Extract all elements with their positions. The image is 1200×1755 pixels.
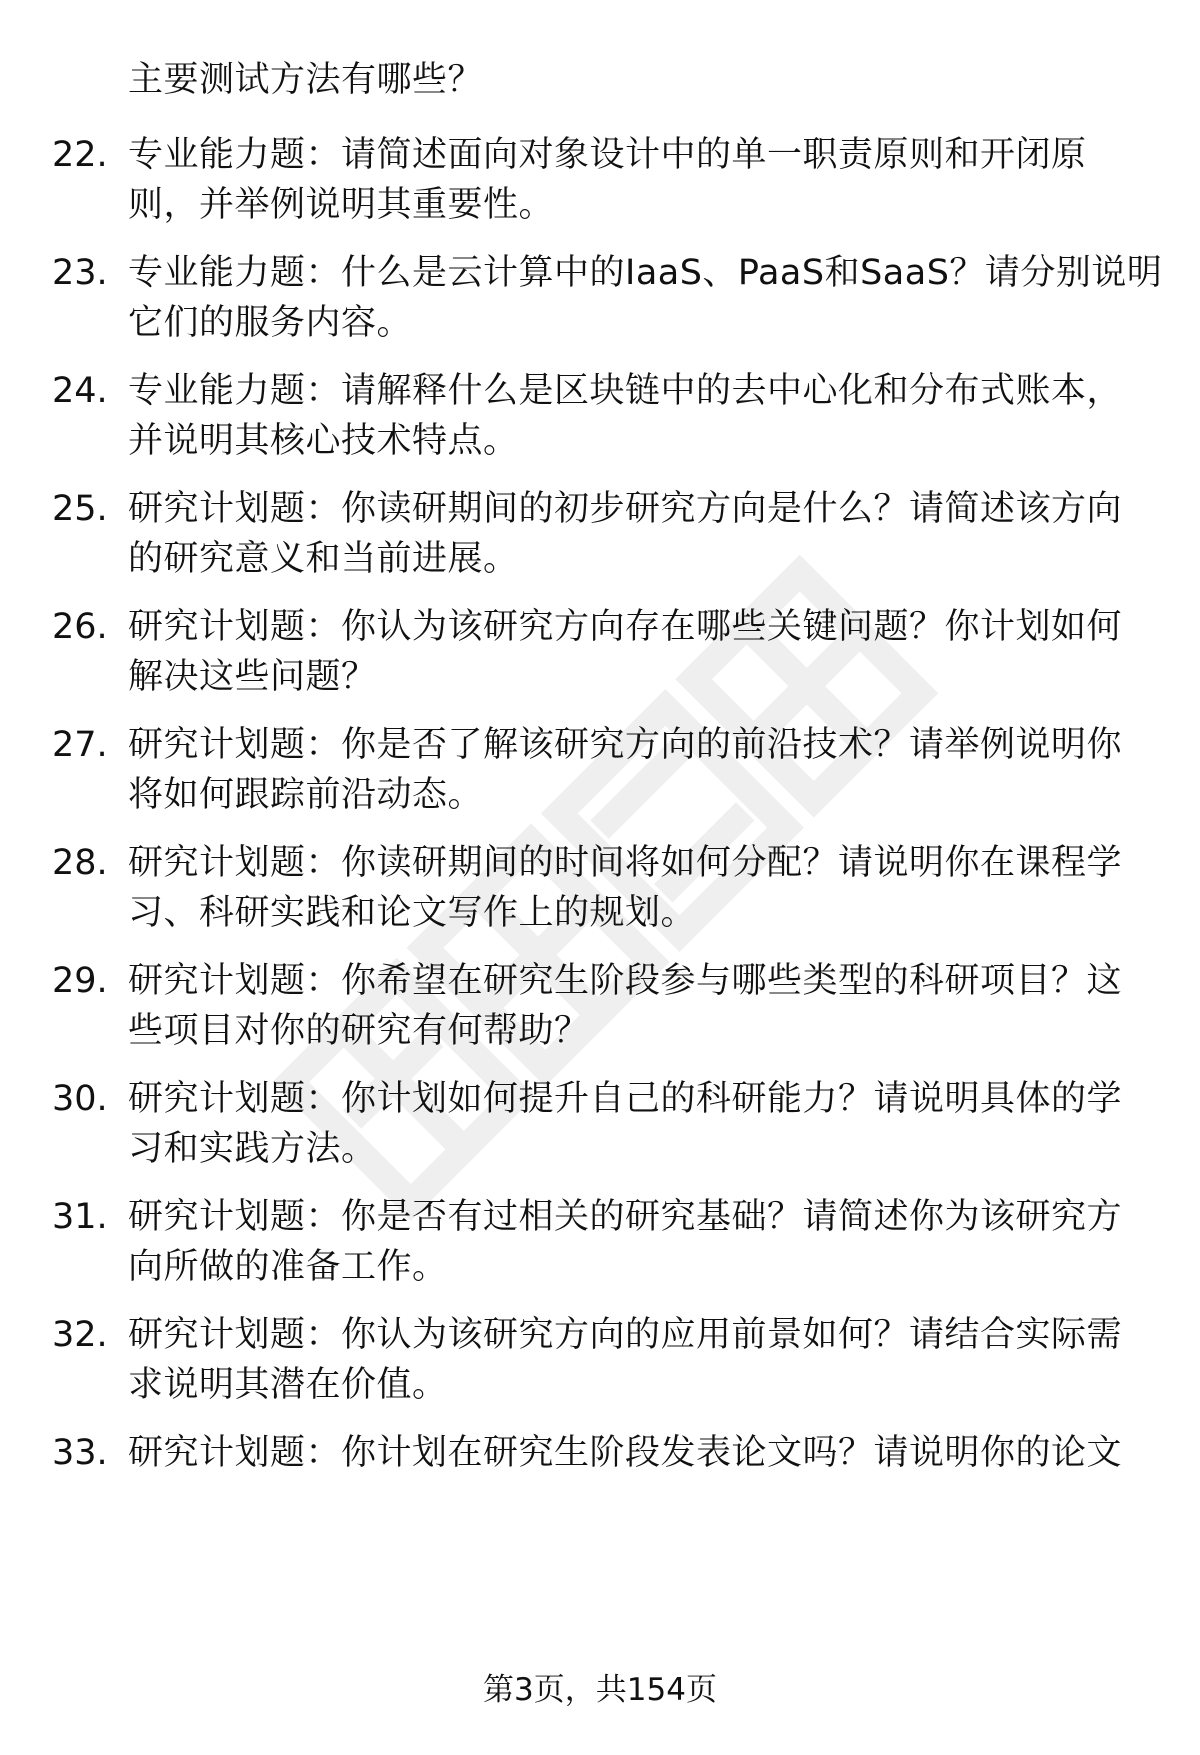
question-text-line: 研究计划题：你读研期间的时间将如何分配？请说明你在课程学 <box>128 843 1123 883</box>
question-text-line: 的研究意义和当前进展。 <box>128 539 519 579</box>
question-text-line: 研究计划题：你认为该研究方向的应用前景如何？请结合实际需 <box>128 1315 1123 1355</box>
question-text-line: 研究计划题：你是否了解该研究方向的前沿技术？请举例说明你 <box>128 725 1123 765</box>
question-item <box>0 484 1200 584</box>
question-number: 28. <box>52 843 108 883</box>
question-text-line: 习、科研实践和论文写作上的规划。 <box>128 893 697 933</box>
question-text-line: 研究计划题：你计划如何提升自己的科研能力？请说明具体的学 <box>128 1079 1123 1119</box>
question-item <box>0 248 1200 348</box>
question-item <box>0 1074 1200 1174</box>
question-number: 26. <box>52 607 108 647</box>
question-text-line: 专业能力题：请简述面向对象设计中的单一职责原则和开闭原 <box>128 135 1087 175</box>
page-number-footer: 第3页，共154页 <box>483 1672 717 1708</box>
question-text-line: 专业能力题：请解释什么是区块链中的去中心化和分布式账本， <box>128 371 1123 411</box>
question-number: 25. <box>52 489 108 529</box>
question-number: 32. <box>52 1315 108 1355</box>
question-text-line: 求说明其潜在价值。 <box>128 1365 448 1405</box>
question-text-line: 些项目对你的研究有何帮助？ <box>128 1011 590 1051</box>
question-item <box>0 366 1200 466</box>
question-text-line: 研究计划题：你认为该研究方向存在哪些关键问题？你计划如何 <box>128 607 1123 647</box>
question-number: 23. <box>52 253 108 293</box>
question-item <box>0 602 1200 702</box>
question-number: 24. <box>52 371 108 411</box>
question-item <box>0 720 1200 820</box>
question-text-line: 研究计划题：你计划在研究生阶段发表论文吗？请说明你的论文 <box>128 1433 1123 1473</box>
question-item <box>0 956 1200 1056</box>
question-number: 30. <box>52 1079 108 1119</box>
question-number: 22. <box>52 135 108 175</box>
question-text-line: 专业能力题：什么是云计算中的IaaS、PaaS和SaaS？请分别说明 <box>128 253 1163 293</box>
question-number: 27. <box>52 725 108 765</box>
question-text-line: 解决这些问题？ <box>128 657 377 697</box>
question-number: 33. <box>52 1433 108 1473</box>
question-item <box>0 838 1200 938</box>
question-item <box>0 130 1200 230</box>
question-text-line: 并说明其核心技术特点。 <box>128 421 519 461</box>
question-number: 29. <box>52 961 108 1001</box>
question-text-line: 将如何跟踪前沿动态。 <box>128 775 484 815</box>
question-item <box>0 1428 1200 1484</box>
question-text-line: 则，并举例说明其重要性。 <box>128 185 555 225</box>
question-text-line: 研究计划题：你希望在研究生阶段参与哪些类型的科研项目？这 <box>128 961 1123 1001</box>
question-text-line: 它们的服务内容。 <box>128 303 413 343</box>
question-text-line: 向所做的准备工作。 <box>128 1247 448 1287</box>
question-item <box>0 1310 1200 1410</box>
continued-question-text: 主要测试方法有哪些？ <box>128 60 484 100</box>
question-text-line: 研究计划题：你读研期间的初步研究方向是什么？请简述该方向 <box>128 489 1123 529</box>
question-number: 31. <box>52 1197 108 1237</box>
question-text-line: 习和实践方法。 <box>128 1129 377 1169</box>
question-item <box>0 1192 1200 1292</box>
question-text-line: 研究计划题：你是否有过相关的研究基础？请简述你为该研究方 <box>128 1197 1123 1237</box>
